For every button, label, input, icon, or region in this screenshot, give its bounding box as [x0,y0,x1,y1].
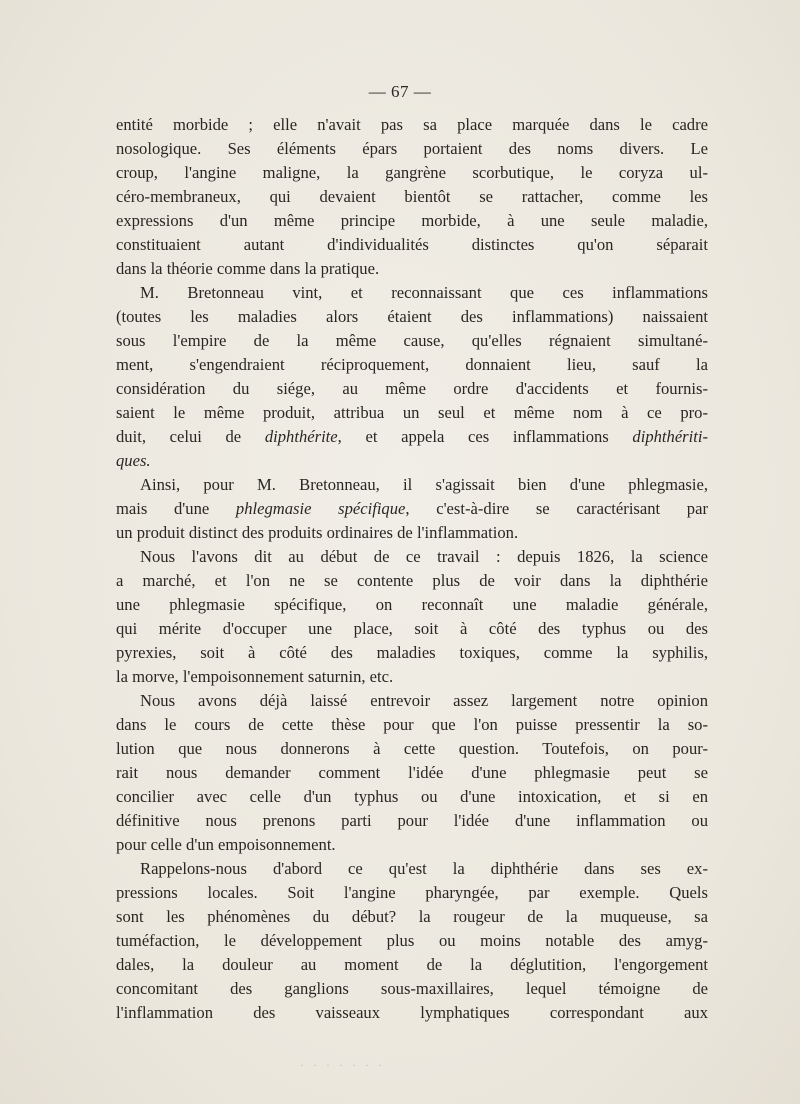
text-line: Rappelons-nous d'abord ce qu'est la diphthérie dans ses ex- [140,859,708,878]
text-line: M. Bretonneau vint, et reconnaissant que ces inflammations [140,283,708,302]
text-line: définitive nous prenons parti pour l'idée d'une inflammation ou [116,811,708,830]
text-line-mixed [116,425,708,449]
text-line: entité morbide ; elle n'avait pas sa place marquée dans le cadre [116,115,708,134]
text-line: l'inflammation des vaisseaux lymphatiques correspondant aux [116,1003,708,1022]
text-line: sous l'empire de la même cause, qu'elles régnaient simultané- [116,331,708,350]
text-line: pour celle d'un empoisonnement. [116,835,336,854]
text-line: dales, la douleur au moment de la déglutition, l'engorgement [116,955,708,974]
text-line: concomitant des ganglions sous-maxillaires, lequel témoigne de [116,979,708,998]
text-line: concilier avec celle d'un typhus ou d'une intoxication, et si en [116,787,708,806]
text-line: Nous avons déjà laissé entrevoir assez largement notre opinion [140,691,708,710]
text-line: dans la théorie comme dans la pratique. [116,259,380,278]
text-line-mixed [116,497,708,521]
text-line: sont les phénomènes du début? la rougeur de la muqueuse, sa [116,907,708,926]
text-line [116,449,708,473]
text-line: pressions locales. Soit l'angine pharyngée, par exemple. Quels [116,883,708,902]
text-line: pyrexies, soit à côté des maladies toxiques, comme la syphilis, [116,643,708,662]
text-run: , et appela ces inflammations [337,427,633,446]
text-line: constituaient autant d'individualités distinctes qu'on séparait [116,235,708,254]
italic-term: diphthérite [264,427,338,446]
italic-term: diphthériti- [632,427,708,446]
text-line: un produit distinct des produits ordinaires de l'inflammation. [116,523,519,542]
text-line: nosologique. Ses éléments épars portaient des noms divers. Le [116,139,708,158]
page-number: — 67 — [368,82,432,101]
text-line: saient le même produit, attribua un seul et même nom à ce pro- [116,403,708,422]
text-run: duit, celui de [116,427,265,446]
text-line: céro-membraneux, qui devaient bientôt se rattacher, comme les [116,187,708,206]
text-line: ment, s'engendraient réciproquement, donnaient lieu, sauf la [116,355,708,374]
text-line: tuméfaction, le développement plus ou moins notable des amyg- [116,931,708,950]
body-text [116,113,708,1025]
text-line: qui mérite d'occuper une place, soit à côté des typhus ou des [116,619,708,638]
text-run: , c'est-à-dire se caractérisant par [405,499,708,518]
text-line: Nous l'avons dit au début de ce travail : depuis 1826, la science [140,547,708,566]
text-line: la morve, l'empoisonnement saturnin, etc. [116,667,394,686]
text-run: mais d'une [116,499,236,518]
italic-term: ques. [116,451,151,470]
text-line: Ainsi, pour M. Bretonneau, il s'agissait bien d'une phlegmasie, [140,475,708,494]
text-line: une phlegmasie spécifique, on reconnaît une maladie générale, [116,595,708,614]
bleed-through-smudge: · · · · · · · [300,1058,385,1072]
italic-term: phlegmasie spécifique [235,499,406,518]
text-line: lution que nous donnerons à cette question. Toutefois, on pour- [116,739,708,758]
text-line: dans le cours de cette thèse pour que l'on puisse pressentir la so- [116,715,708,734]
text-line: considération du siége, au même ordre d'accidents et fournis- [116,379,708,398]
text-line: (toutes les maladies alors étaient des inflammations) naissaient [116,307,708,326]
text-line: expressions d'un même principe morbide, à une seule maladie, [116,211,708,230]
text-line: rait nous demander comment l'idée d'une phlegmasie peut se [116,763,708,782]
text-line: a marché, et l'on ne se contente plus de voir dans la diphthérie [116,571,708,590]
text-line: croup, l'angine maligne, la gangrène scorbutique, le coryza ul- [116,163,708,182]
